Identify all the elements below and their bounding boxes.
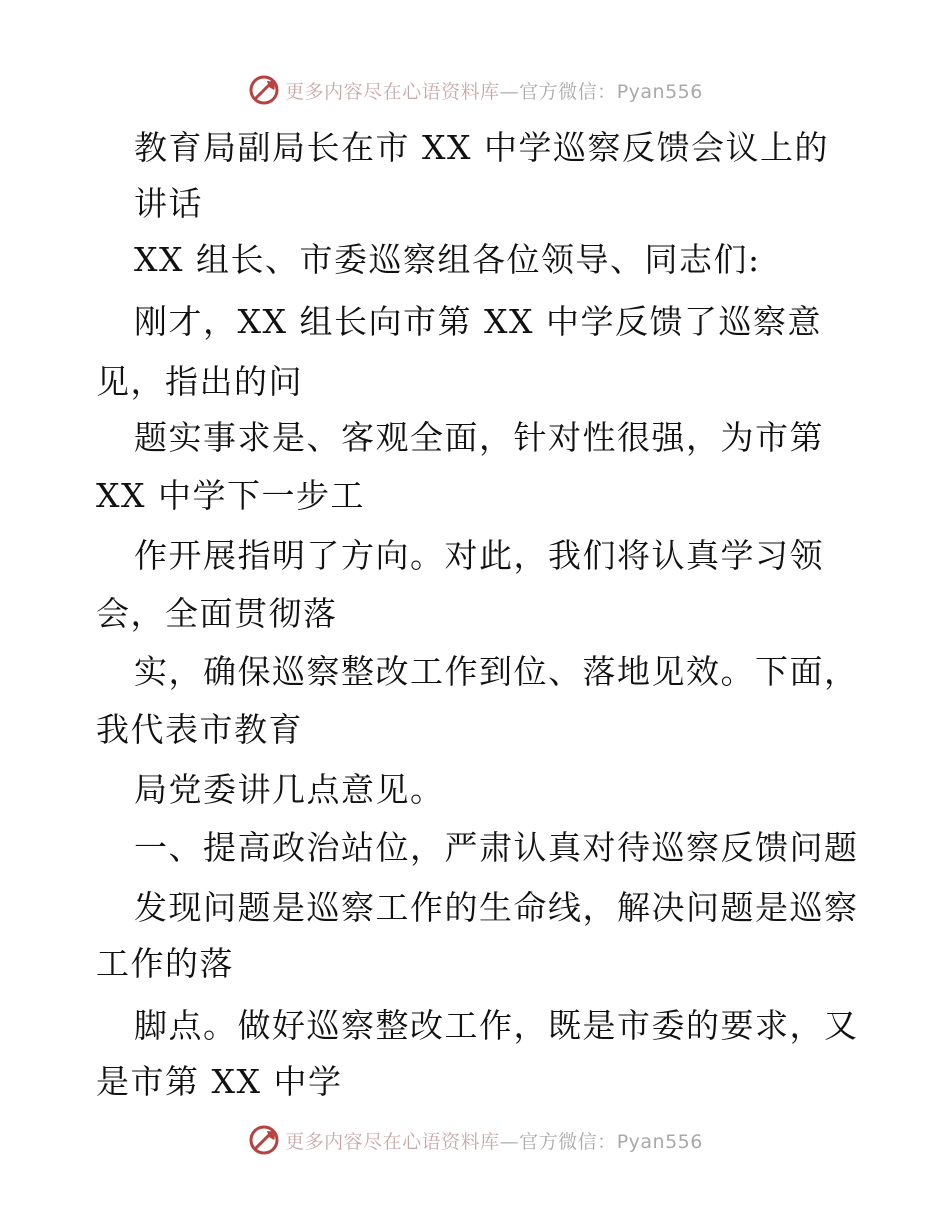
watermark-dash: — xyxy=(499,80,520,103)
watermark-wechat-id: Pyan556 xyxy=(616,1130,703,1153)
paragraph-line: XX 中学下一步工 xyxy=(96,476,365,515)
paragraph-line: 作开展指明了方向。对此，我们将认真学习领 xyxy=(134,536,824,575)
document-title-line-2: 讲话 xyxy=(134,184,203,223)
paragraph-line: 发现问题是巡察工作的生命线，解决问题是巡察 xyxy=(134,888,859,927)
watermark-text xyxy=(285,77,703,104)
watermark-wechat-id: Pyan556 xyxy=(616,80,703,103)
paragraph-line: 实，确保巡察整改工作到位、落地见效。下面， xyxy=(134,652,859,691)
quill-logo-icon xyxy=(247,1123,281,1157)
header-watermark-banner xyxy=(0,70,950,110)
footer-watermark-banner xyxy=(0,1120,950,1160)
watermark-site-name: 更多内容尽在心语资料库 xyxy=(285,1130,500,1153)
paragraph-line: 会，全面贯彻落 xyxy=(96,594,338,633)
paragraph-line: 脚点。做好巡察整改工作，既是市委的要求，又 xyxy=(134,1006,859,1045)
paragraph-line: 刚才，XX 组长向市第 XX 中学反馈了巡察意 xyxy=(134,302,822,341)
quill-logo-icon xyxy=(247,73,281,107)
watermark-text xyxy=(285,1127,703,1154)
watermark-wechat-label: 官方微信： xyxy=(519,1130,617,1153)
watermark-wechat-label: 官方微信： xyxy=(519,80,617,103)
watermark-dash: — xyxy=(499,1130,520,1153)
paragraph-line: 是市第 XX 中学 xyxy=(96,1062,343,1101)
section-heading-line: 一、提高政治站位，严肃认真对待巡察反馈问题 xyxy=(134,828,859,867)
watermark-site-name: 更多内容尽在心语资料库 xyxy=(285,80,500,103)
document-title-line-1: 教育局副局长在市 XX 中学巡察反馈会议上的 xyxy=(134,128,829,167)
paragraph-line: 见，指出的问 xyxy=(96,362,303,401)
paragraph-line: 工作的落 xyxy=(96,944,234,983)
salutation-line: XX 组长、市委巡察组各位领导、同志们: xyxy=(134,240,761,279)
paragraph-line: 局党委讲几点意见。 xyxy=(134,770,445,809)
paragraph-line: 题实事求是、客观全面，针对性很强，为市第 xyxy=(134,418,824,457)
paragraph-line: 我代表市教育 xyxy=(96,710,303,749)
